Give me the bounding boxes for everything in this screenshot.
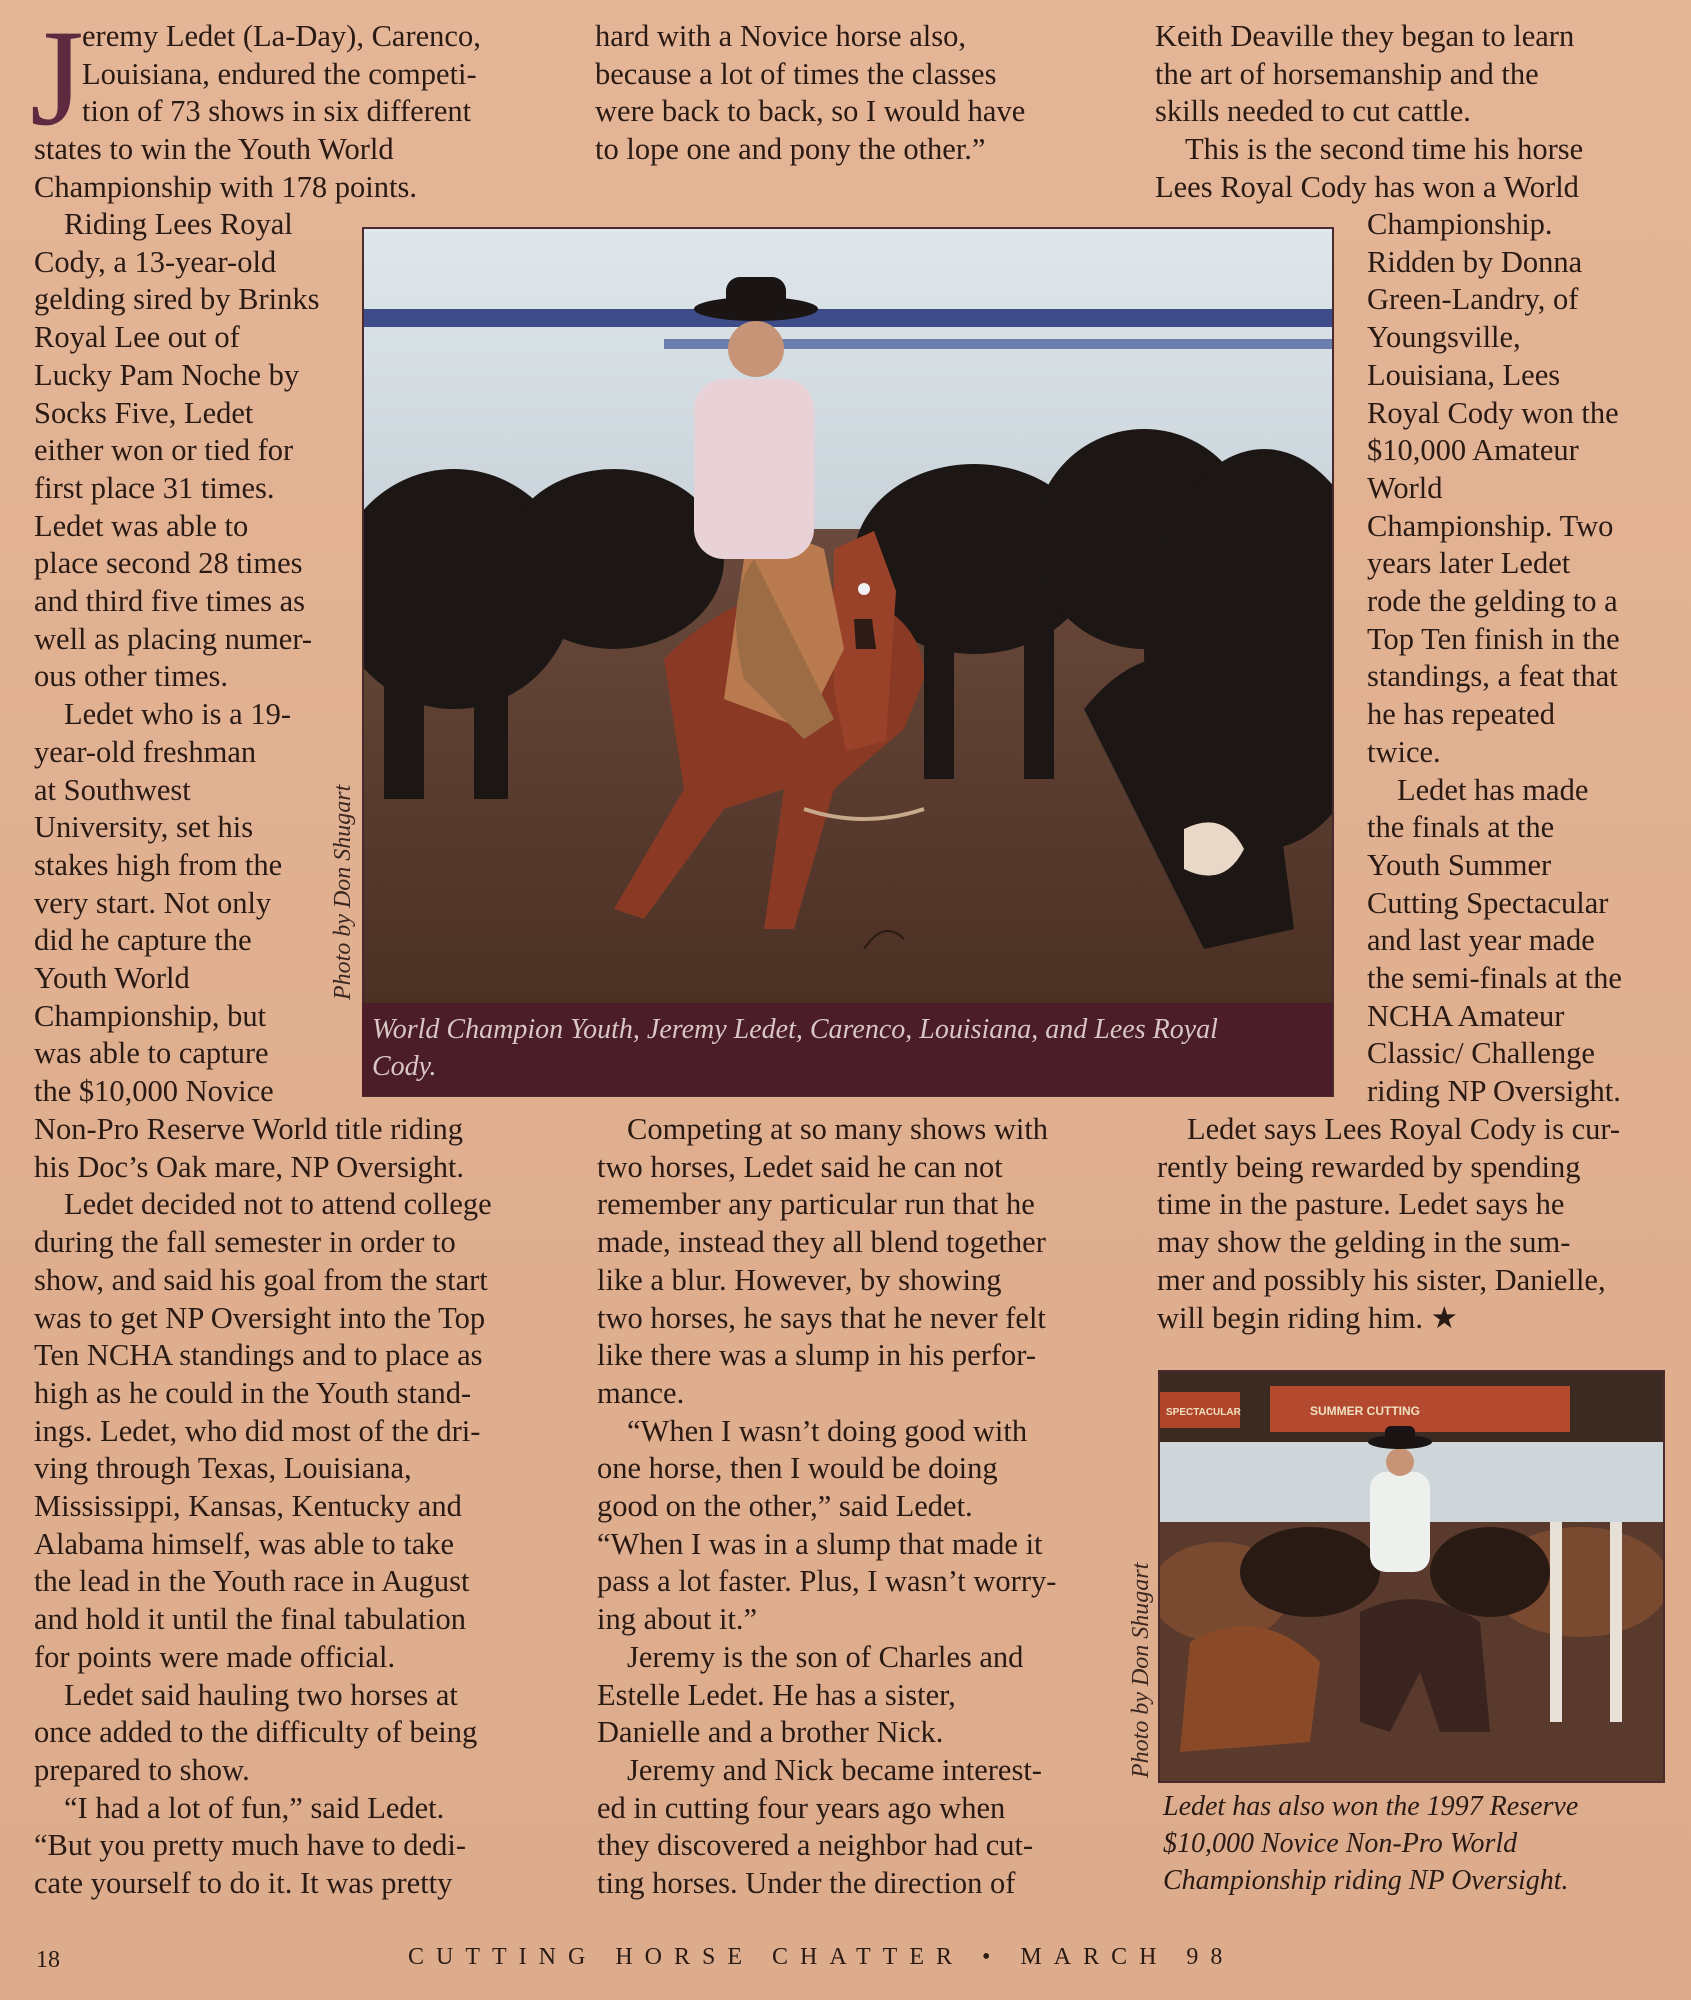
text-line: Royal Cody won the [1367, 395, 1619, 430]
text-line: Youth Summer [1367, 847, 1552, 882]
caption-line: Championship riding NP Oversight. [1163, 1865, 1569, 1896]
text-line: Keith Deaville they began to learn [1155, 19, 1575, 53]
text-line: Lees Royal Cody has won a World [1155, 169, 1579, 204]
text-line: may show the gelding in the sum- [1157, 1225, 1571, 1260]
col1-intro [82, 18, 481, 131]
secondary-photo [1158, 1370, 1665, 1783]
caption-line: Cody. [372, 1051, 437, 1082]
text-line: “When I wasn’t doing good with [627, 1413, 1028, 1448]
text-line: show, and said his goal from the start [34, 1262, 488, 1297]
text-line: good on the other,” said Ledet. [597, 1489, 973, 1524]
text-line: Riding Lees Royal [64, 207, 293, 241]
drop-cap: J [30, 1, 84, 154]
text-line: high as he could in the Youth stand- [34, 1375, 472, 1410]
text-line: stakes high from the [34, 847, 283, 882]
text-line: “I had a lot of fun,” said Ledet. [64, 1790, 445, 1825]
publication-footer: CUTTING HORSE CHATTER • MARCH 98 [408, 1944, 1235, 1970]
text-line: like there was a slump in his perfor- [597, 1338, 1036, 1373]
text-line: Ledet decided not to attend college [64, 1187, 492, 1222]
reserve-champion-image [1160, 1372, 1663, 1781]
text-line: University, set his [34, 810, 254, 845]
text-line: to lope one and pony the other.” [595, 132, 986, 167]
photo-credit: Photo by Don Shugart [1128, 1562, 1154, 1778]
main-photo-caption [362, 1003, 1332, 1096]
text-line: very start. Not only [34, 885, 272, 920]
text-line: Alabama himself, was able to take [34, 1526, 455, 1561]
text-line: Championship with 178 points. [34, 169, 417, 204]
text-line: the semi-finals at the [1367, 961, 1622, 996]
text-line: $10,000 Amateur [1367, 433, 1579, 468]
text-line: year-old freshman [34, 734, 257, 769]
photo-credit: Photo by Don Shugart [330, 784, 356, 1000]
text-line: two horses, Ledet said he can not [597, 1149, 1003, 1184]
col3-wrap-text [1367, 206, 1622, 1111]
text-line: Classic/ Challenge [1367, 1036, 1595, 1071]
text-line: Non-Pro Reserve World title riding [34, 1112, 463, 1146]
caption-line: Ledet has also won the 1997 Reserve [1163, 1791, 1579, 1822]
text-line: at Southwest [34, 772, 191, 807]
col3-top-text [1155, 18, 1583, 207]
text-line: Ledet says Lees Royal Cody is cur- [1187, 1112, 1621, 1146]
text-line: Ridden by Donna [1367, 244, 1583, 279]
text-line: years later Ledet [1367, 546, 1571, 581]
text-line: Youngsville, [1367, 320, 1521, 355]
text-line: mance. [597, 1375, 685, 1410]
text-line: mer and possibly his sister, Danielle, [1157, 1262, 1606, 1297]
banner-text-left: SPECTACULAR [1166, 1407, 1241, 1418]
text-line: Ledet said hauling two horses at [64, 1677, 458, 1712]
text-line: Jeremy is the son of Charles and [627, 1639, 1024, 1674]
text-line: Cutting Spectacular [1367, 885, 1609, 920]
text-line: well as placing numer- [34, 621, 313, 656]
text-line: the finals at the [1367, 810, 1555, 845]
text-line: skills needed to cut cattle. [1155, 94, 1471, 129]
text-line: were back to back, so I would have [595, 94, 1026, 129]
text-line: Royal Lee out of [34, 320, 240, 355]
text-line: Youth World [34, 961, 190, 996]
text-line: his Doc’s Oak mare, NP Oversight. [34, 1149, 465, 1184]
text-line: Green-Landry, of [1367, 282, 1579, 317]
text-line: and third five times as [34, 584, 306, 619]
text-line: eremy Ledet (La-Day), Carenco, [82, 19, 481, 53]
text-line: ing about it.” [597, 1602, 758, 1637]
text-line: place second 28 times [34, 546, 303, 581]
text-line: made, instead they all blend together [597, 1225, 1046, 1260]
rider-cutting-cattle-image [364, 229, 1332, 1005]
text-line: This is the second time his horse [1185, 132, 1584, 167]
text-line: states to win the Youth World [34, 132, 394, 166]
text-line: gelding sired by Brinks [34, 282, 320, 317]
text-line: rently being rewarded by spending [1157, 1149, 1581, 1184]
text-line: ting horses. Under the direction of [597, 1866, 1016, 1901]
col1-intro-cont [34, 131, 417, 206]
text-line: Competing at so many shows with [627, 1112, 1049, 1146]
col2-bottom-text [597, 1111, 1056, 1903]
text-line: like a blur. However, by showing [597, 1262, 1002, 1297]
text-line: did he capture the [34, 923, 252, 958]
text-line: ings. Ledet, who did most of the dri- [34, 1413, 481, 1448]
text-line: the $10,000 Novice [34, 1074, 274, 1109]
text-line: cate yourself to do it. It was pretty [34, 1866, 453, 1901]
text-line: Championship. [1367, 207, 1553, 241]
text-line: Lucky Pam Noche by [34, 357, 300, 392]
text-line: and hold it until the final tabulation [34, 1602, 467, 1637]
text-line: Jeremy and Nick became interest- [627, 1752, 1042, 1787]
text-line: “But you pretty much have to dedi- [34, 1828, 466, 1863]
caption-line: $10,000 Novice Non-Pro World [1163, 1828, 1518, 1859]
text-line: once added to the difficulty of being [34, 1715, 478, 1750]
text-line: riding NP Oversight. [1367, 1074, 1621, 1109]
col2-top-text [595, 18, 1025, 169]
page-number: 18 [36, 1947, 60, 1973]
text-line: standings, a feat that [1367, 659, 1618, 694]
text-line: because a lot of times the classes [595, 56, 997, 91]
caption-line: World Champion Youth, Jeremy Ledet, Carenco, Louisiana, and Lees Royal [372, 1014, 1218, 1045]
text-line: was able to capture [34, 1036, 269, 1071]
text-line: Estelle Ledet. He has a sister, [597, 1677, 956, 1712]
col1-wrap-text [34, 206, 320, 1111]
col3-bottom-text [1157, 1111, 1620, 1337]
text-line: Cody, a 13-year-old [34, 244, 277, 279]
main-photo [362, 227, 1334, 1097]
text-line: Socks Five, Ledet [34, 395, 254, 430]
text-line: twice. [1367, 734, 1441, 769]
text-line: Danielle and a brother Nick. [597, 1715, 944, 1750]
text-line: World [1367, 470, 1443, 505]
text-line: was to get NP Oversight into the Top [34, 1300, 486, 1335]
text-line: two horses, he says that he never felt [597, 1300, 1046, 1335]
secondary-photo-caption [1163, 1788, 1578, 1899]
text-line: first place 31 times. [34, 470, 275, 505]
banner-text-right: SUMMER CUTTING [1310, 1404, 1420, 1418]
text-line: Top Ten finish in the [1367, 621, 1620, 656]
text-line: hard with a Novice horse also, [595, 19, 966, 53]
text-line: Ledet has made [1397, 772, 1589, 807]
text-line: Mississippi, Kansas, Kentucky and [34, 1489, 462, 1524]
text-line: Louisiana, endured the competi- [82, 56, 477, 91]
text-line: Ten NCHA standings and to place as [34, 1338, 483, 1373]
text-line: either won or tied for [34, 433, 294, 468]
text-line: Ledet was able to [34, 508, 249, 543]
text-line: ous other times. [34, 659, 228, 694]
text-line: Championship. Two [1367, 508, 1614, 543]
text-line: during the fall semester in order to [34, 1225, 456, 1260]
text-line: the art of horsemanship and the [1155, 56, 1539, 91]
text-line: Championship, but [34, 998, 267, 1033]
text-line: NCHA Amateur [1367, 998, 1565, 1033]
text-line: tion of 73 shows in six different [82, 94, 472, 129]
text-line: will begin riding him. ★ [1157, 1300, 1458, 1335]
col1-bottom-text [34, 1111, 492, 1903]
text-line: he has repeated [1367, 697, 1555, 732]
text-line: the lead in the Youth race in August [34, 1564, 470, 1599]
text-line: remember any particular run that he [597, 1187, 1035, 1222]
text-line: rode the gelding to a [1367, 584, 1618, 619]
text-line: “When I was in a slump that made it [597, 1526, 1043, 1561]
text-line: Ledet who is a 19- [64, 697, 291, 732]
text-line: Louisiana, Lees [1367, 357, 1561, 392]
text-line: for points were made official. [34, 1639, 396, 1674]
text-line: time in the pasture. Ledet says he [1157, 1187, 1565, 1222]
text-line: pass a lot faster. Plus, I wasn’t worry- [597, 1564, 1057, 1599]
text-line: and last year made [1367, 923, 1595, 958]
text-line: ving through Texas, Louisiana, [34, 1451, 412, 1486]
text-line: one horse, then I would be doing [597, 1451, 998, 1486]
text-line: ed in cutting four years ago when [597, 1790, 1006, 1825]
text-line: prepared to show. [34, 1752, 250, 1787]
text-line: they discovered a neighbor had cut- [597, 1828, 1034, 1863]
